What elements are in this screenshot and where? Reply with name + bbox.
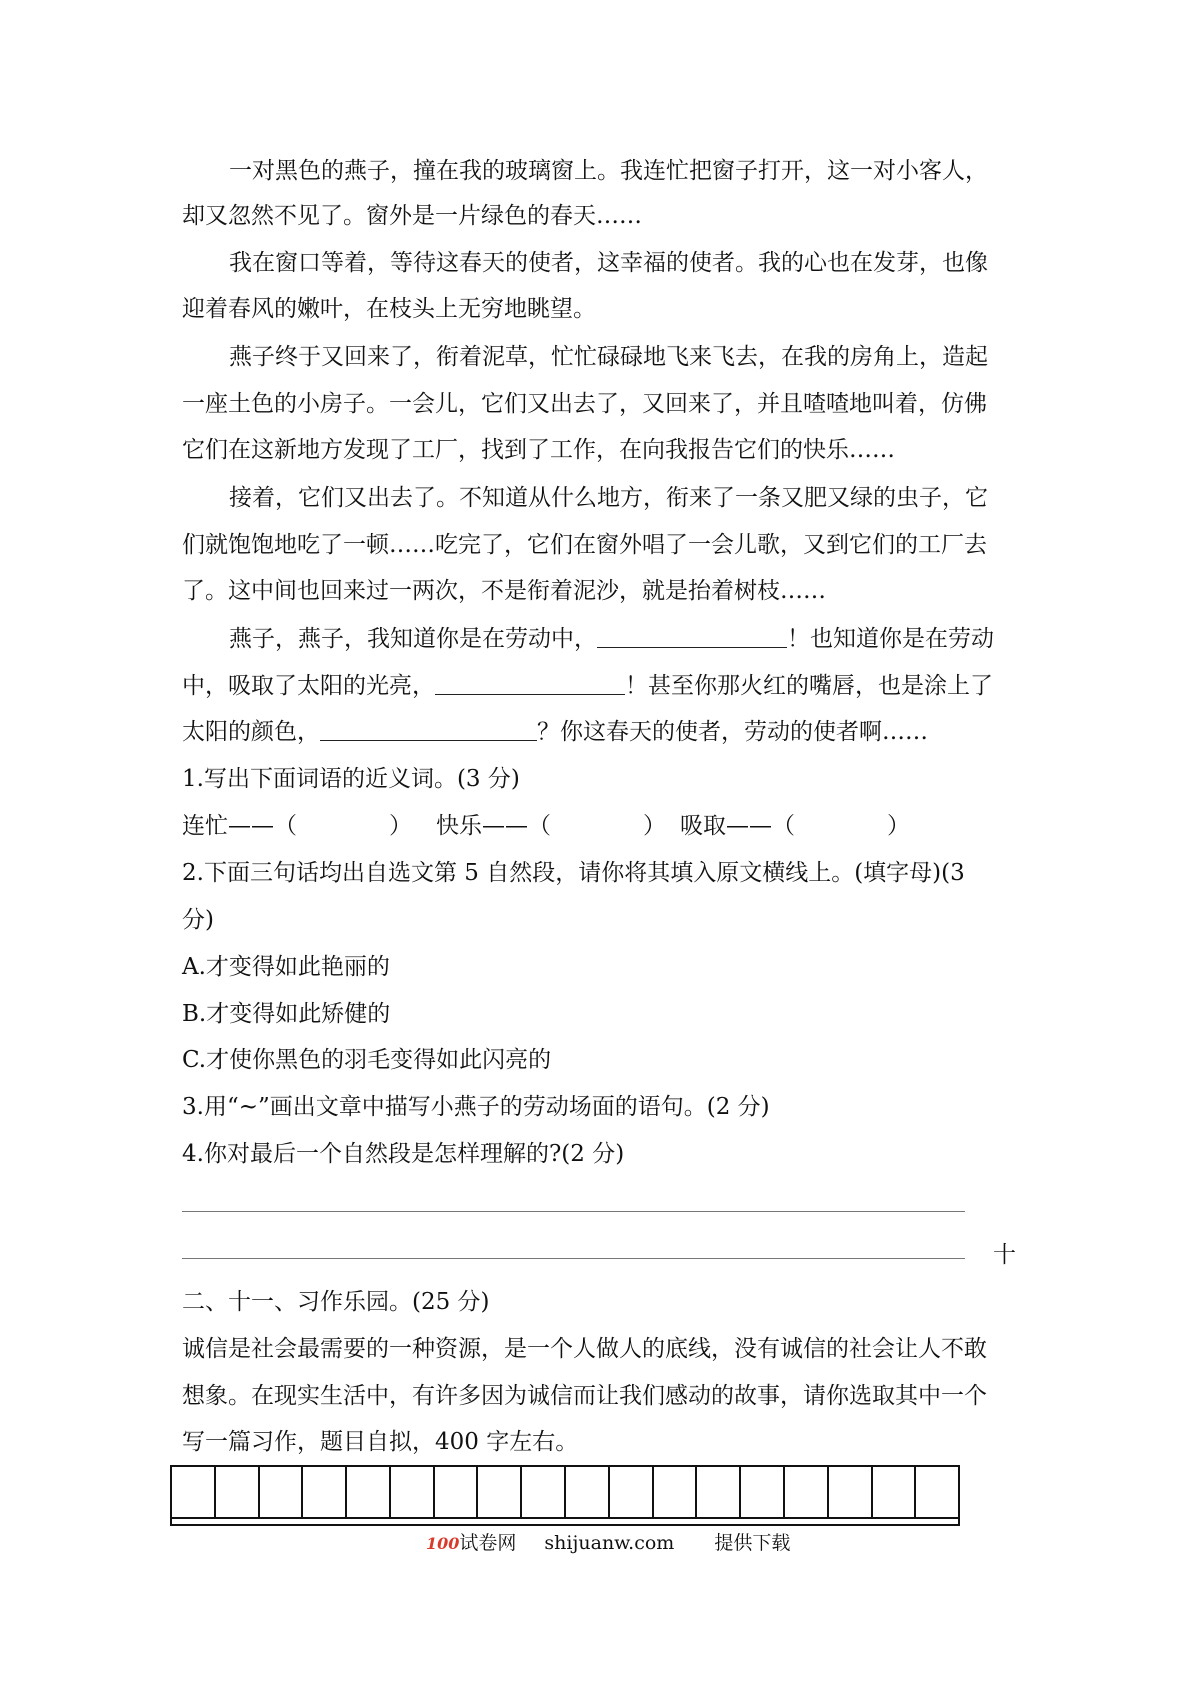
q1-item-label-1: 连忙——（ [182,813,297,839]
passage-p3-line2: 一座土色的小房子。一会儿，它们又出去了，又回来了，并且喳喳地叫着，仿佛 [182,391,987,417]
q1-item-close-1: ） [389,813,412,839]
answer-line-2[interactable] [182,1258,965,1259]
passage-p1-line1: 一对黑色的燕子，撞在我的玻璃窗上。我连忙把窗子打开，这一对小客人， [229,158,988,184]
question-1: 1.写出下面词语的近义词。(3 分) [182,766,520,792]
writing-grid-cell[interactable] [785,1467,829,1517]
blank-1[interactable] [597,625,787,648]
writing-grid-cell[interactable] [216,1467,260,1517]
p5-text-1a: 燕子，燕子，我知道你是在劳动中， [229,626,597,652]
passage-p4-line1: 接着，它们又出去了。不知道从什么地方，衔来了一条又肥又绿的虫子，它 [229,485,988,511]
writing-grid-cell[interactable] [610,1467,654,1517]
provide-download: 提供下载 [714,1532,791,1554]
q1-item-label-3: 吸取——（ [680,813,795,839]
writing-grid-cell[interactable] [391,1467,435,1517]
writing-grid-cell[interactable] [741,1467,785,1517]
writing-grid-cell[interactable] [873,1467,917,1517]
passage-p5-line1 [229,624,1022,654]
side-char: 十 [993,1242,1016,1268]
site-url: shijuanw.com [544,1532,675,1554]
q1-item-close-2: ） [643,813,666,839]
writing-grid-cell[interactable] [347,1467,391,1517]
passage-p4-line2: 们就饱饱地吃了一顿……吃完了，它们在窗外唱了一会儿歌，又到它们的工厂去 [182,532,987,558]
site-logo: 100 [426,1534,460,1553]
writing-heading: 二、十一、习作乐园。(25 分) [182,1289,490,1315]
question-2-line1: 2.下面三句话均出自选文第 5 自然段，请你将其填入原文横线上。(填字母)(3 [182,860,965,886]
p5-text-3b: ？你这春天的使者，劳动的使者啊…… [537,719,928,745]
writing-grid-cell[interactable] [566,1467,610,1517]
q1-item-label-2: 快乐——（ [436,813,551,839]
blank-2[interactable] [435,672,625,695]
p5-text-2b: ！甚至你那火红的嘴唇，也是涂上了 [625,673,993,699]
p5-text-2a: 中，吸取了太阳的光亮， [182,673,435,699]
writing-grid [170,1465,960,1526]
writing-grid-cell[interactable] [916,1467,958,1517]
writing-grid-cell[interactable] [697,1467,741,1517]
passage-p2-line1: 我在窗口等着，等待这春天的使者，这幸福的使者。我的心也在发芽，也像 [229,250,988,276]
option-a: A.才变得如此艳丽的 [182,954,390,980]
passage-p3-line1: 燕子终于又回来了，衔着泥草，忙忙碌碌地飞来飞去，在我的房角上，造起 [229,344,988,370]
blank-3[interactable] [320,718,537,741]
writing-grid-cell[interactable] [522,1467,566,1517]
question-3: 3.用“~”画出文章中描写小燕子的劳动场面的语句。(2 分) [182,1094,770,1120]
writing-prompt-line2: 想象。在现实生活中，有许多因为诚信而让我们感动的故事，请你选取其中一个 [182,1383,987,1409]
writing-grid-row [172,1467,958,1519]
writing-prompt-line1: 诚信是社会最需要的一种资源，是一个人做人的底线，没有诚信的社会让人不敢 [182,1336,987,1362]
writing-grid-cell[interactable] [303,1467,347,1517]
p5-text-1b: ！也知道你是在劳动 [787,626,994,652]
passage-p2-line2: 迎着春风的嫩叶，在枝头上无穷地眺望。 [182,296,596,322]
writing-grid-cell[interactable] [829,1467,873,1517]
option-b: B.才变得如此矫健的 [182,1001,391,1027]
answer-line-1[interactable] [182,1211,965,1212]
q1-item-close-3: ） [887,813,910,839]
question-1-items [182,811,1022,841]
passage-p1-line2: 却又忽然不见了。窗外是一片绿色的春天…… [182,203,642,229]
passage-p4-line3: 了。这中间也回来过一两次，不是衔着泥沙，就是抬着树枝…… [182,578,826,604]
question-4: 4.你对最后一个自然段是怎样理解的?(2 分) [182,1141,625,1167]
site-name: 试卷网 [459,1532,517,1554]
passage-p5-line3 [182,717,1022,747]
writing-grid-cell[interactable] [435,1467,479,1517]
question-2-line2: 分) [182,907,214,933]
footer [426,1528,846,1558]
writing-grid-cell[interactable] [478,1467,522,1517]
passage-p3-line3: 它们在这新地方发现了工厂，找到了工作，在向我报告它们的快乐…… [182,437,895,463]
passage-p5-line2 [182,671,1022,701]
option-c: C.才使你黑色的羽毛变得如此闪亮的 [182,1047,552,1073]
writing-prompt-line3: 写一篇习作，题目自拟，400 字左右。 [182,1429,579,1455]
writing-grid-cell[interactable] [654,1467,698,1517]
p5-text-3a: 太阳的颜色， [182,719,320,745]
writing-grid-cell[interactable] [260,1467,304,1517]
writing-grid-cell[interactable] [172,1467,216,1517]
